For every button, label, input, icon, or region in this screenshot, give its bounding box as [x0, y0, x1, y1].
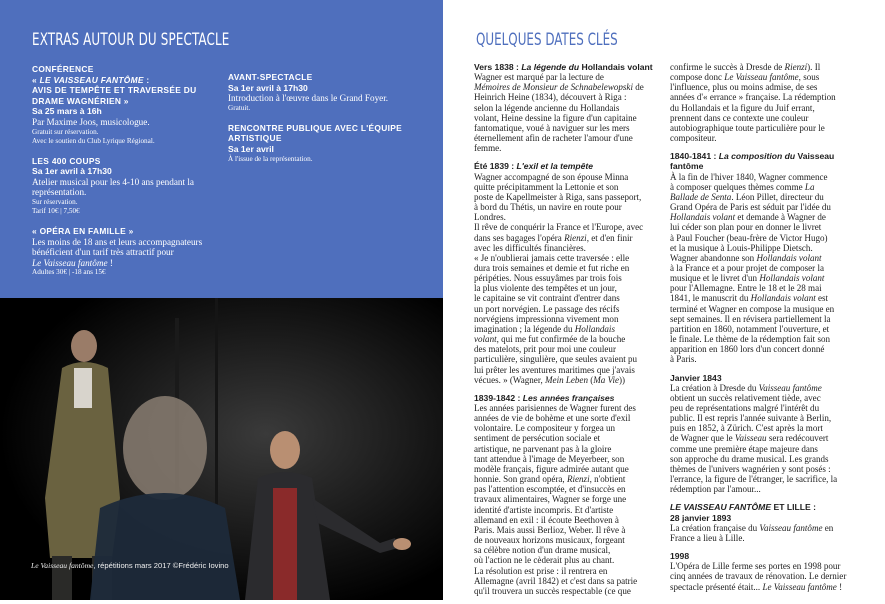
date-entry-line: à composer quelques thèmes comme La — [670, 181, 815, 192]
date-entry-line: allemand en exil : il écoute Beethoven à — [474, 514, 619, 525]
date-entry-heading: Été 1839 : L'exil et la tempête — [474, 161, 594, 172]
date-entry-line: France a lieu à Lille. — [670, 532, 745, 543]
date-entry-line: l'errance, la figure de l'étranger, le sacrifice, la — [670, 474, 838, 485]
date-entry-line: compose donc Le Vaisseau fantôme, sous — [670, 72, 820, 83]
date-entry-line: dans ses bagages l'opéra Rienzi, et d'en finir — [474, 232, 633, 243]
date-entry — [474, 161, 672, 384]
date-entry-line: obtient un succès relativement tiède, avec — [670, 392, 821, 403]
conference-block — [32, 64, 222, 146]
coups-block — [32, 156, 222, 216]
date-entry-line: tant attendue à l'image de Meyerbeer, son — [474, 453, 625, 464]
date-entry-line: avec les difficultés financières. — [474, 242, 586, 253]
date-entry-line: confirme le succès à Dresde de Rienzi). Il — [670, 62, 821, 72]
conference-speaker: Par Maxime Joos, musicologue. — [32, 116, 150, 127]
date-entry-heading-line2: 28 janvier 1893 — [670, 512, 732, 523]
date-entry-line: à Paul Foucher (beau-frère de Victor Hugo) — [670, 232, 828, 243]
date-entry-line: pour l'Allemagne. Entre le 18 et le 28 mai — [670, 283, 822, 294]
extras-column-1 — [32, 64, 222, 287]
date-entry — [474, 393, 672, 596]
date-entry-line: Paris. Mais aussi Berlioz, Weber. Il rêve à — [474, 524, 626, 535]
date-entry-line: cinq années de travaux de rénovation. Le dernier — [670, 571, 847, 582]
date-entry-line: quitte précipitamment la Lettonie et son — [474, 181, 619, 192]
date-entry-line: dura trois semaines et demie et fut riche en — [474, 262, 630, 273]
date-entry-line: sentiment de persécution sociale et — [474, 433, 601, 444]
date-entry-line: Heinrich Heine (1834), découvert à Riga : — [474, 92, 627, 103]
date-entry-line: particulière, singulière, que seules avaient pu — [474, 354, 638, 365]
rencontre-heading-line2: ARTISTIQUE — [228, 133, 282, 144]
date-entry-line: à la France et a pour projet de composer la — [670, 262, 824, 273]
famille-text-line2: bénéficient d'un tarif très attractif pour — [32, 247, 174, 258]
date-entry-line: du Hollandais et la figure du Juif errant, — [670, 102, 815, 113]
date-entry-line: l'influence, plus ou moins admise, de ses — [670, 82, 818, 93]
rencontre-heading: RENCONTRE PUBLIQUE AVEC L'ÉQUIPE — [228, 122, 402, 133]
date-entry-line: péripéties. Nous essuyâmes par trois fois — [474, 273, 622, 284]
date-entry — [670, 62, 884, 143]
date-entry-line: volontaire. Le compositeur y forgea un — [474, 423, 616, 434]
left-page — [0, 0, 443, 600]
date-entry-line: identité d'artiste incompris. Et d'artiste — [474, 504, 614, 515]
right-page — [443, 0, 885, 600]
date-entry-line: vécues. » (Wagner, Mein Leben (Ma Vie)) — [474, 374, 626, 385]
date-entry-line: le capitaine se vit contraint d'entrer dans — [474, 293, 620, 304]
date-entry-line: Wagner abandonne son Hollandais volant — [670, 252, 822, 263]
date-entry-line: le finale. Le thème de la rédemption fait son — [670, 334, 831, 345]
extras-title: EXTRAS AUTOUR DU SPECTACLE — [32, 30, 230, 50]
date-entry-line: imagination ; la légende du Hollandais — [474, 323, 615, 334]
avant-date: Sa 1er avril à 17h30 — [228, 82, 308, 93]
date-entry-line: Grand Opéra de Paris est séduit par l'idée du — [670, 202, 831, 213]
coups-note: Sur réservation. — [32, 197, 78, 206]
date-entry-line: « Je n'oublierai jamais cette traversée : elle — [474, 252, 630, 263]
date-entry-line: et la musique à Louis-Philippe Dietsch. — [670, 242, 813, 253]
extras-panel — [0, 0, 443, 298]
date-entry — [670, 373, 884, 495]
avant-note: Gratuit. — [228, 103, 251, 112]
date-entry-line: puis en 1852, à Zürich. C'est après la mort — [670, 423, 823, 434]
famille-block — [32, 226, 222, 277]
famille-text-line3: Le Vaisseau fantôme ! — [32, 257, 113, 268]
date-entry — [670, 551, 884, 592]
date-entry-line: La résolution est prise : il rentrera en — [474, 565, 608, 576]
conference-date: Sa 25 mars à 16h — [32, 106, 102, 117]
date-entry-line: années d'« errance » française. La rédemption — [670, 92, 836, 103]
date-entry-line: terminé et Wagner en compose la musique en — [670, 303, 835, 314]
date-entry-line: Londres. — [474, 212, 506, 223]
date-entry-line: spectacle présenté était... Le Vaisseau fantôme ! — [670, 581, 843, 592]
date-entry-line: éternellement afin de racheter l'amour d'une — [474, 133, 633, 144]
date-entry-line: pas l'attention escomptée, et d'insuccès en — [474, 484, 626, 495]
date-entry-line: L'Opéra de Lille ferme ses portes en 1998 pour — [670, 561, 841, 572]
date-entry-line: peu de représentations malgré l'intérêt du — [670, 403, 820, 413]
date-entry-line: public. Il est repris l'année suivante à Berlin, — [670, 413, 832, 424]
conference-subtitle-line2: AVIS DE TEMPÊTE ET TRAVERSÉE DU — [32, 85, 197, 96]
date-entry-line: selon la légende ancienne du Hollandais — [474, 102, 620, 113]
date-entry-line: lui prêter les aventures maritimes que j'avais — [474, 364, 635, 375]
date-entry-line: volant, qui me fut confirmée de la bouche — [474, 334, 626, 345]
avant-block — [228, 72, 428, 113]
date-entry-line: Hollandais volant et demande à Wagner de — [670, 212, 826, 223]
conference-subtitle-line3: DRAME WAGNÉRIEN » — [32, 95, 129, 106]
famille-text: Les moins de 18 ans et leurs accompagnateurs — [32, 236, 203, 247]
date-entry-line: norvégiens impressionna vivement mon — [474, 313, 619, 324]
date-entry-heading: Janvier 1843 — [670, 372, 722, 383]
date-entry-line: qu'il trouvera un succès respectable (ce que — [474, 585, 631, 596]
avant-heading: AVANT-SPECTACLE — [228, 72, 313, 82]
date-entry-heading: LE VAISSEAU FANTÔME ET LILLE : — [670, 502, 816, 513]
date-entry-line: un port norvégien. Le passage des récifs — [474, 303, 620, 314]
conference-heading: CONFÉRENCE — [32, 64, 94, 74]
date-entry-line: modèle français, figure admirée autant que — [474, 463, 629, 474]
date-entry-heading: 1998 — [670, 551, 690, 562]
coups-date: Sa 1er avril à 17h30 — [32, 166, 112, 177]
date-entry-line: Allemagne (avril 1842) et c'est dans sa patrie — [474, 575, 638, 586]
date-entry-line: fantomatique, voué à naviguer sur les mers — [474, 122, 630, 133]
date-entry-line: à bord du Thétis, un navire en route pour — [474, 202, 622, 213]
date-entry — [474, 62, 672, 153]
date-entry-line: lui céder son plan pour en donner le livret — [670, 222, 822, 233]
date-entry-line: prennent dans ce contexte une couleur — [670, 112, 809, 123]
date-entry-line: travaux alimentaires, Wagner se forge une — [474, 494, 627, 505]
date-entry-line: volant, Heine dessine la figure d'un capitaine — [474, 112, 637, 123]
date-entry-line: femme. — [474, 143, 502, 154]
date-entry-line: sa célèbre notion d'un drame musical, — [474, 545, 611, 556]
date-entry-line: des matelots, prit pour moi une couleur — [474, 344, 616, 355]
rencontre-date: Sa 1er avril — [228, 143, 274, 154]
date-entry-line: rédemption par l'amour... — [670, 484, 761, 495]
avant-text: Introduction à l'œuvre dans le Grand Foyer. — [228, 93, 389, 104]
date-entry-heading: 1839-1842 : Les années françaises — [474, 392, 615, 403]
date-entry-line: Wagner est marqué par la lecture de — [474, 72, 604, 83]
date-entry-line: musique et le livret d'un Hollandais volant — [670, 273, 825, 284]
date-entry-line: artistique, ne parvenant pas à la gloire — [474, 443, 612, 454]
photo-caption: Le Vaisseau fantôme, répétitions mars 2017 ©Frédéric Iovino — [31, 561, 229, 570]
coups-price: Tarif 10€ | 7,50€ — [32, 206, 80, 215]
date-entry-line: poste de Kapellmeister à Riga, sans passeport, — [474, 191, 642, 202]
date-entry-heading: 1840-1841 : La composition du Vaisseau — [670, 151, 835, 162]
conference-note: Gratuit sur réservation. — [32, 127, 99, 136]
date-entry-line: thèmes de l'univers wagnérien y sont posés : — [670, 463, 831, 474]
conference-subtitle: « LE VAISSEAU FANTÔME : — [32, 74, 150, 85]
coups-text: Atelier musical pour les 4-10 ans pendant la — [32, 176, 195, 187]
date-entry-line: années de vie de bohème et une sorte d'exil — [474, 413, 631, 424]
coups-text-line2: représentation. — [32, 187, 87, 198]
date-entry-heading-line2: fantôme — [670, 161, 704, 172]
date-entry-line: La création française du Vaisseau fantôme en — [670, 522, 834, 533]
rencontre-note: À l'issue de la représentation. — [228, 154, 313, 163]
rencontre-block — [228, 123, 428, 164]
date-entry-heading: Vers 1838 : La légende du Hollandais volant — [474, 62, 653, 72]
date-entry — [670, 151, 884, 364]
date-entry-line: La création à Dresde du Vaisseau fantôme — [670, 382, 822, 393]
date-entry-line: la plus violente des tempêtes et un jour, — [474, 283, 617, 294]
date-entry-line: À la fin de l'hiver 1840, Wagner commence — [670, 171, 828, 182]
date-entry-line: apparition en 1860 lors d'un concert donné — [670, 344, 825, 355]
extras-column-2 — [228, 72, 428, 174]
famille-heading: « OPÉRA EN FAMILLE » — [32, 225, 134, 236]
date-entry-line: comme une première étape majeure dans — [670, 443, 818, 454]
date-entry-line: partition en 1860, notamment l'ouverture, et — [670, 323, 830, 334]
date-entry-line: sept semaines. Il en révisera partiellement la — [670, 313, 831, 324]
coups-heading: LES 400 COUPS — [32, 155, 101, 166]
date-entry-line: Ballade de Senta. Léon Pillet, directeur du — [670, 191, 824, 202]
dates-column-2 — [670, 62, 884, 600]
date-entry-line: Wagner accompagné de son épouse Minna — [474, 171, 629, 182]
date-entry-line: autobiographique toute particulière pour le — [670, 122, 825, 133]
date-entry-line: 1841, le manuscrit du Hollandais volant est — [670, 293, 829, 304]
date-entry-line: à Paris. — [670, 354, 697, 365]
date-entry-line: honnie. Son grand opéra, Rienzi, n'obtient — [474, 474, 626, 485]
conference-support: Avec le soutien du Club Lyrique Régional. — [32, 136, 155, 145]
rehearsal-photo-illustration — [0, 298, 443, 600]
dates-title: QUELQUES DATES CLÉS — [476, 30, 618, 50]
date-entry-line: Il rêve de conquérir la France et l'Europe, avec — [474, 222, 644, 233]
dates-column-1 — [474, 62, 672, 604]
date-entry-line: Mémoires de Monsieur de Schnabelewopski de — [474, 82, 644, 93]
famille-price: Adultes 30€ | -18 ans 15€ — [32, 268, 106, 277]
date-entry-line: de Wagner que le Vaisseau sera redécouvert — [670, 433, 829, 444]
date-entry-line: compositeur. — [670, 133, 717, 144]
date-entry-line: Les années parisiennes de Wagner furent des — [474, 403, 636, 413]
date-entry-line: son approche du drame musical. Les grands — [670, 453, 829, 464]
date-entry — [670, 502, 884, 543]
rehearsal-photo — [0, 298, 443, 600]
date-entry-line: de nouveaux horizons musicaux, forgeant — [474, 535, 625, 546]
date-entry-line: où l'action ne le cèderait plus au chant. — [474, 555, 615, 566]
